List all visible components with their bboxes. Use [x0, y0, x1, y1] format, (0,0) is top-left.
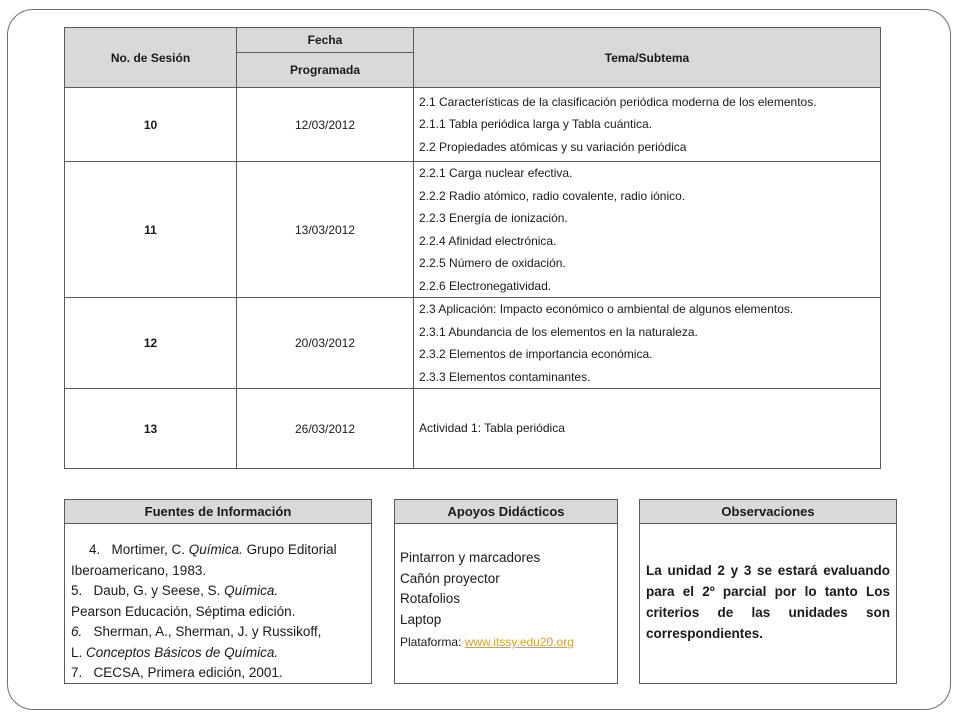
teaching-aids-box	[394, 499, 618, 684]
header-date-programmed: Programada	[237, 53, 414, 88]
source-item: 5. Daub, G. y Seese, S. Química.	[71, 583, 279, 598]
session-number: 13	[65, 389, 237, 469]
header-date: Fecha	[237, 28, 414, 53]
header-session: No. de Sesión	[65, 28, 237, 88]
session-date: 20/03/2012	[237, 298, 414, 389]
aid-item: Rotafolios	[400, 591, 461, 606]
teaching-aids-list	[395, 524, 617, 653]
table-row	[65, 162, 881, 298]
topic-line: 2.2.4 Afinidad electrónica.	[419, 233, 557, 248]
sessions-table	[64, 27, 881, 469]
topic-line: 2.2 Propiedades atómicas y su variación periódica	[419, 139, 687, 154]
session-topics	[414, 88, 881, 162]
sources-box	[64, 499, 372, 684]
observations-text: La unidad 2 y 3 se estará evaluando para el 2º parcial por lo tanto Los criterios de las unidades son correspondientes.	[646, 563, 890, 641]
topic-line: Actividad 1: Tabla periódica	[419, 421, 565, 436]
observations-title: Observaciones	[640, 500, 896, 524]
sources-title: Fuentes de Información	[65, 500, 371, 524]
topic-line: 2.2.6 Electronegatividad.	[419, 278, 552, 293]
source-item-cont: Pearson Educación, Séptima edición.	[71, 603, 296, 619]
table-row	[65, 88, 881, 162]
source-item: 7. CECSA, Primera edición, 2001.	[71, 665, 283, 680]
table-row	[65, 298, 881, 389]
topic-line: 2.3.2 Elementos de importancia económica.	[419, 347, 653, 361]
session-topics	[414, 389, 881, 469]
topic-line: 2.2.1 Carga nuclear efectiva.	[419, 166, 573, 180]
session-date: 13/03/2012	[237, 162, 414, 298]
topic-line: 2.2.5 Número de oxidación.	[419, 256, 566, 270]
source-item-cont: Iberoamericano, 1983.	[71, 562, 207, 578]
table-row	[65, 389, 881, 469]
header-topic: Tema/Subtema	[414, 28, 881, 88]
topic-line: 2.2.3 Energía de ionización.	[419, 211, 568, 225]
topic-line: 2.3 Aplicación: Impacto económico o ambiental de algunos elementos.	[419, 302, 794, 316]
session-date: 12/03/2012	[237, 88, 414, 162]
session-number: 11	[65, 162, 237, 298]
platform-line	[400, 632, 613, 653]
platform-label: Plataforma:	[400, 635, 465, 649]
source-item-cont: L. Conceptos Básicos de Química.	[71, 644, 279, 660]
session-number: 12	[65, 298, 237, 389]
source-item: 6. Sherman, A., Sherman, J. y Russikoff,	[71, 624, 322, 639]
teaching-aids-title: Apoyos Didácticos	[395, 500, 617, 524]
aid-item: Cañón proyector	[400, 570, 500, 586]
session-number: 10	[65, 88, 237, 162]
topic-line: 2.1 Características de la clasificación periódica moderna de los elementos.	[419, 94, 817, 109]
aid-item: Pintarron y marcadores	[400, 550, 541, 565]
session-topics	[414, 298, 881, 389]
source-item: 4. Mortimer, C. Química. Grupo Editorial	[89, 542, 337, 557]
session-date: 26/03/2012	[237, 389, 414, 469]
topic-line: 2.1.1 Tabla periódica larga y Tabla cuántica.	[419, 117, 653, 132]
topic-line: 2.2.2 Radio atómico, radio covalente, radio iónico.	[419, 188, 686, 203]
aid-item: Laptop	[400, 611, 442, 627]
sources-list	[65, 524, 371, 684]
session-topics	[414, 162, 881, 298]
topic-line: 2.3.3 Elementos contaminantes.	[419, 369, 591, 384]
observations-box	[639, 499, 897, 684]
topic-line: 2.3.1 Abundancia de los elementos en la naturaleza.	[419, 324, 698, 339]
platform-link[interactable]: www.itssy.edu20.org	[464, 635, 574, 649]
